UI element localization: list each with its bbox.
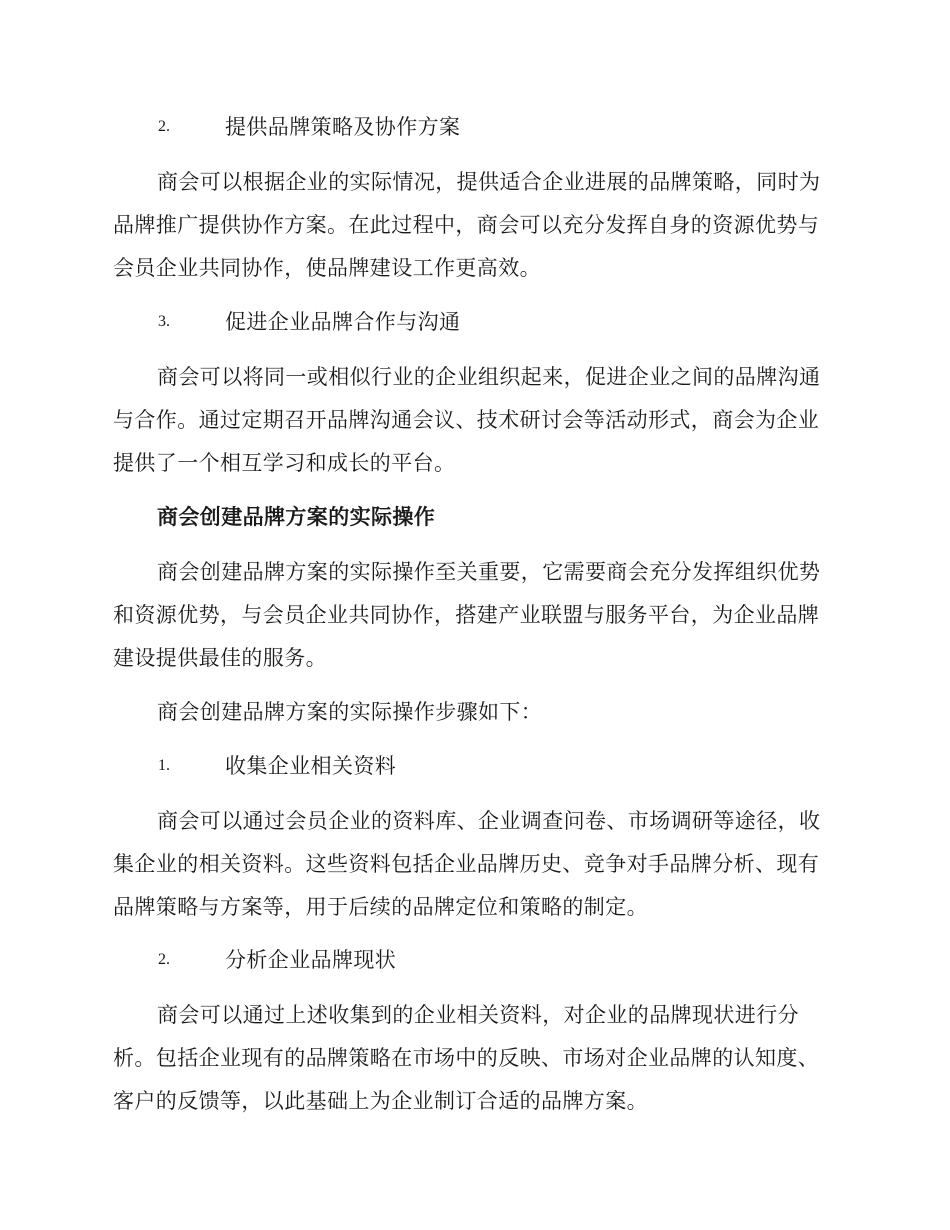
- paragraph-line: 商会可以将同一或相似行业的企业组织起来，促进企业之间的品牌沟通: [157, 365, 821, 389]
- list-item-title: 促进企业品牌合作与沟通: [225, 310, 461, 334]
- paragraph-line: 商会可以通过会员企业的资料库、企业调查问卷、市场调研等途径，收: [157, 809, 821, 833]
- list-number: 3.: [158, 313, 170, 330]
- paragraph-line: 集企业的相关资料。这些资料包括企业品牌历史、竞争对手品牌分析、现有: [113, 852, 820, 876]
- paragraph-line: 品牌策略与方案等，用于后续的品牌定位和策略的制定。: [113, 895, 648, 919]
- paragraph-line: 品牌推广提供协作方案。在此过程中，商会可以充分发挥自身的资源优势与: [113, 213, 820, 237]
- section-heading: 商会创建品牌方案的实际操作: [157, 504, 436, 529]
- paragraph-line: 析。包括企业现有的品牌策略在市场中的反映、市场对企业品牌的认知度、: [113, 1046, 820, 1070]
- paragraph-line: 商会可以根据企业的实际情况，提供适合企业进展的品牌策略，同时为: [157, 170, 821, 194]
- paragraph-line: 提供了一个相互学习和成长的平台。: [113, 451, 456, 475]
- list-item-title: 分析企业品牌现状: [225, 948, 397, 972]
- list-item-title: 收集企业相关资料: [225, 754, 397, 778]
- list-number: 2.: [158, 951, 170, 968]
- paragraph-line: 商会创建品牌方案的实际操作至关重要，它需要商会充分发挥组织优势: [157, 560, 821, 584]
- list-number: 2.: [158, 118, 170, 135]
- list-item-title: 提供品牌策略及协作方案: [225, 115, 461, 139]
- list-number: 1.: [158, 757, 170, 774]
- paragraph-line: 商会可以通过上述收集到的企业相关资料，对企业的品牌现状进行分: [157, 1003, 799, 1027]
- paragraph-line: 建设提供最佳的服务。: [113, 646, 327, 670]
- paragraph-line: 和资源优势，与会员企业共同协作，搭建产业联盟与服务平台，为企业品牌: [113, 603, 820, 627]
- paragraph-line: 客户的反馈等，以此基础上为企业制订合适的品牌方案。: [113, 1089, 648, 1113]
- paragraph-line: 商会创建品牌方案的实际操作步骤如下：: [157, 700, 543, 724]
- paragraph-line: 与合作。通过定期召开品牌沟通会议、技术研讨会等活动形式，商会为企业: [113, 408, 820, 432]
- paragraph-line: 会员企业共同协作，使品牌建设工作更高效。: [113, 256, 541, 280]
